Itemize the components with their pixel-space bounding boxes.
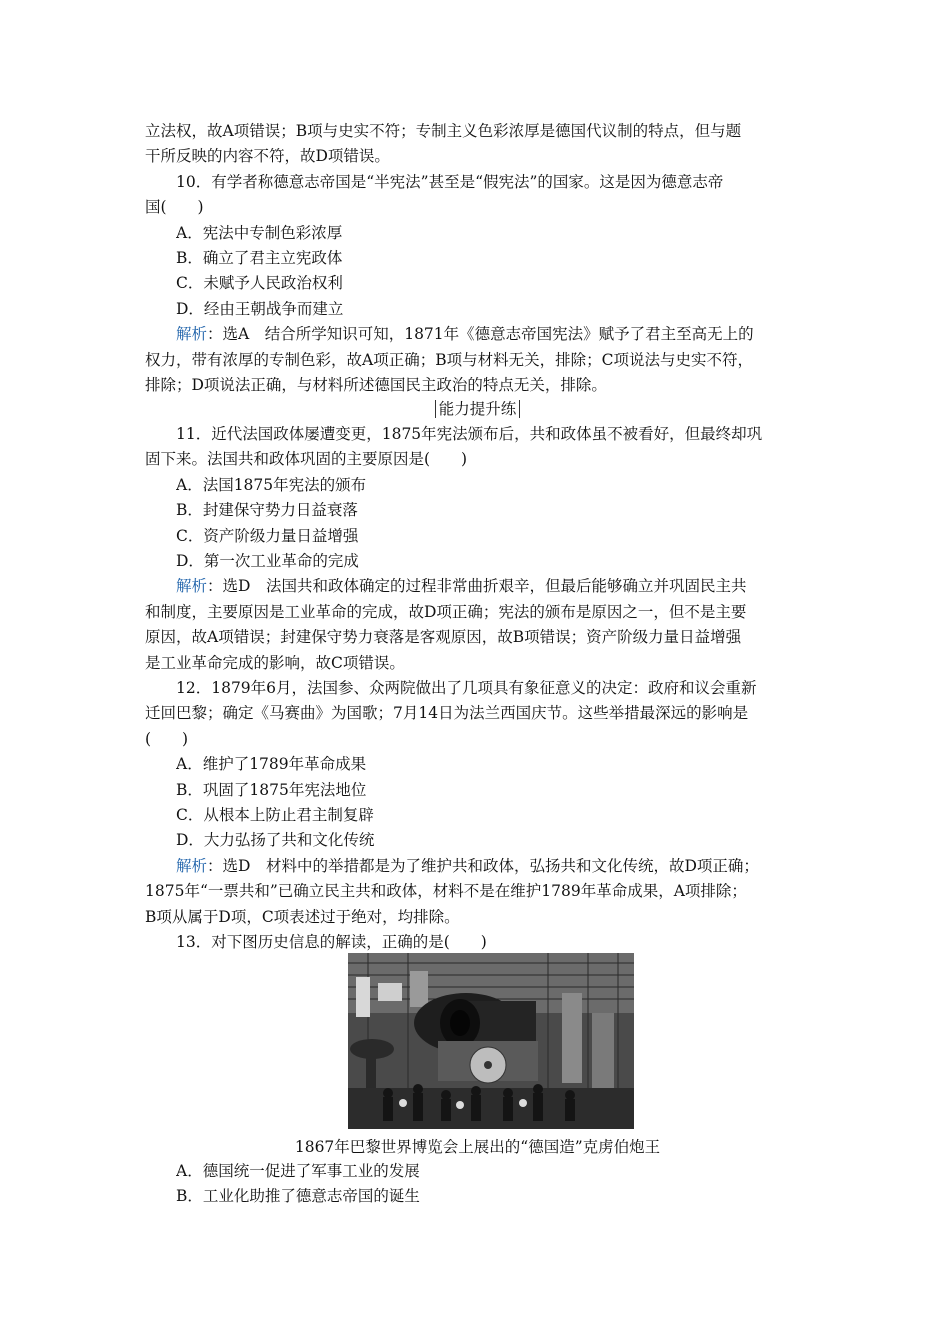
text-line	[176, 246, 810, 271]
line-text: A．法国1875年宪法的颁布	[176, 475, 367, 494]
line-text: C．未赋予人民政治权利	[176, 274, 343, 293]
text-line	[176, 524, 810, 549]
text-line	[145, 447, 810, 472]
text-line	[176, 1159, 810, 1184]
text-line	[176, 297, 810, 322]
line-text: 11．近代法国政体屡遭变更，1875年宪法颁布后，共和政体虽不被看好，但最终却巩	[176, 425, 763, 443]
text-line	[145, 144, 810, 169]
line-text: 和制度，主要原因是工业革命的完成，故D项正确；宪法的颁布是原因之一，但不是主要	[145, 602, 747, 621]
text-line	[176, 676, 810, 701]
line-text: C．资产阶级力量日益增强	[176, 526, 359, 545]
text-line	[176, 930, 810, 955]
line-text: D．第一次工业革命的完成	[176, 552, 359, 570]
line-text: A．宪法中专制色彩浓厚	[176, 223, 343, 242]
line-text: 固下来。法国共和政体巩固的主要原因是( )	[145, 450, 468, 469]
figure-caption: 1867年巴黎世界博览会上展出的“德国造”克虏伯炮王	[294, 1138, 661, 1156]
line-text: A．维护了1789年革命成果	[176, 755, 367, 774]
line-text: D．大力弘扬了共和文化传统	[176, 831, 375, 850]
text-line	[176, 549, 810, 574]
line-text: 1875年“一票共和”已确立民主共和政体，材料不是在维护1789年革命成果，A项排除；	[145, 882, 747, 901]
krupp-cannon-engraving	[348, 953, 634, 1129]
text-line	[176, 271, 810, 296]
line-text: B．工业化助推了德意志帝国的诞生	[176, 1187, 420, 1206]
line-text: B．巩固了1875年宪法地位	[176, 780, 367, 799]
text-line	[176, 498, 810, 523]
line-text: 权力，带有浓厚的专制色彩，故A项正确；B项与材料无关，排除；C项说法与史实不符，	[145, 350, 753, 369]
engraving-illustration	[348, 953, 634, 1129]
text-line	[176, 422, 810, 447]
line-text: 10．有学者称德意志帝国是“半宪法”甚至是“假宪法”的国家。这是因为德意志帝	[176, 172, 724, 191]
line-text: ( )	[145, 729, 189, 748]
text-line	[176, 473, 810, 498]
text-line	[145, 727, 810, 752]
line-text: 原因，故A项错误；封建保守势力衰落是客观原因，故B项错误；资产阶级力量日益增强	[145, 628, 742, 647]
text-line	[145, 879, 810, 904]
analysis-label: 解析	[176, 577, 208, 596]
text-line	[145, 373, 810, 398]
line-text: 国( )	[145, 198, 204, 217]
text-line	[145, 600, 810, 625]
analysis-line	[176, 854, 810, 879]
text-line	[176, 170, 810, 195]
analysis-line	[176, 322, 810, 347]
line-text: 是工业革命完成的影响，故C项错误。	[145, 653, 405, 672]
text-line	[176, 752, 810, 777]
line-text: 13．对下图历史信息的解读，正确的是( )	[176, 933, 487, 951]
line-text: B．封建保守势力日益衰落	[176, 501, 358, 520]
line-text: A．德国统一促进了军事工业的发展	[176, 1162, 420, 1180]
text-line	[176, 778, 810, 803]
analysis-line	[176, 574, 810, 599]
text-line	[145, 651, 810, 676]
line-text: C．从根本上防止君主制复辟	[176, 806, 374, 824]
text-line	[176, 828, 810, 853]
line-text: 迁回巴黎；确定《马赛曲》为国歌；7月14日为法兰西国庆节。这些举措最深远的影响是	[145, 704, 749, 723]
section-title-text: 能力提升练	[435, 400, 521, 418]
line-text: ：选D 法国共和政体确定的过程非常曲折艰辛，但最后能够确立并巩固民主共	[207, 577, 747, 596]
line-text: 排除；D项说法正确，与材料所述德国民主政治的特点无关，排除。	[145, 376, 607, 394]
text-line	[176, 221, 810, 246]
line-text: ：选A 结合所学知识可知，1871年《德意志帝国宪法》赋予了君主至高无上的	[207, 325, 754, 344]
text-line	[145, 195, 810, 220]
line-text: 12．1879年6月，法国参、众两院做出了几项具有象征意义的决定：政府和议会重新	[176, 679, 757, 697]
line-text: 立法权，故A项错误；B项与史实不符；专制主义色彩浓厚是德国代议制的特点，但与题	[145, 122, 742, 140]
text-line	[145, 348, 810, 373]
line-text: D．经由王朝战争而建立	[176, 299, 344, 318]
analysis-label: 解析	[176, 325, 208, 344]
line-text: 干所反映的内容不符，故D项错误。	[145, 147, 390, 166]
section-title	[145, 397, 810, 422]
text-line	[145, 119, 810, 144]
text-line	[176, 803, 810, 828]
text-line	[145, 701, 810, 726]
line-text: ：选D 材料中的举措都是为了维护共和政体，弘扬共和文化传统，故D项正确；	[207, 856, 759, 875]
line-text: B项从属于D项，C项表述过于绝对，均排除。	[145, 907, 460, 926]
text-line	[145, 625, 810, 650]
line-text: B．确立了君主立宪政体	[176, 249, 343, 267]
analysis-label: 解析	[176, 856, 208, 875]
text-line	[176, 1184, 810, 1209]
text-line	[145, 905, 810, 930]
